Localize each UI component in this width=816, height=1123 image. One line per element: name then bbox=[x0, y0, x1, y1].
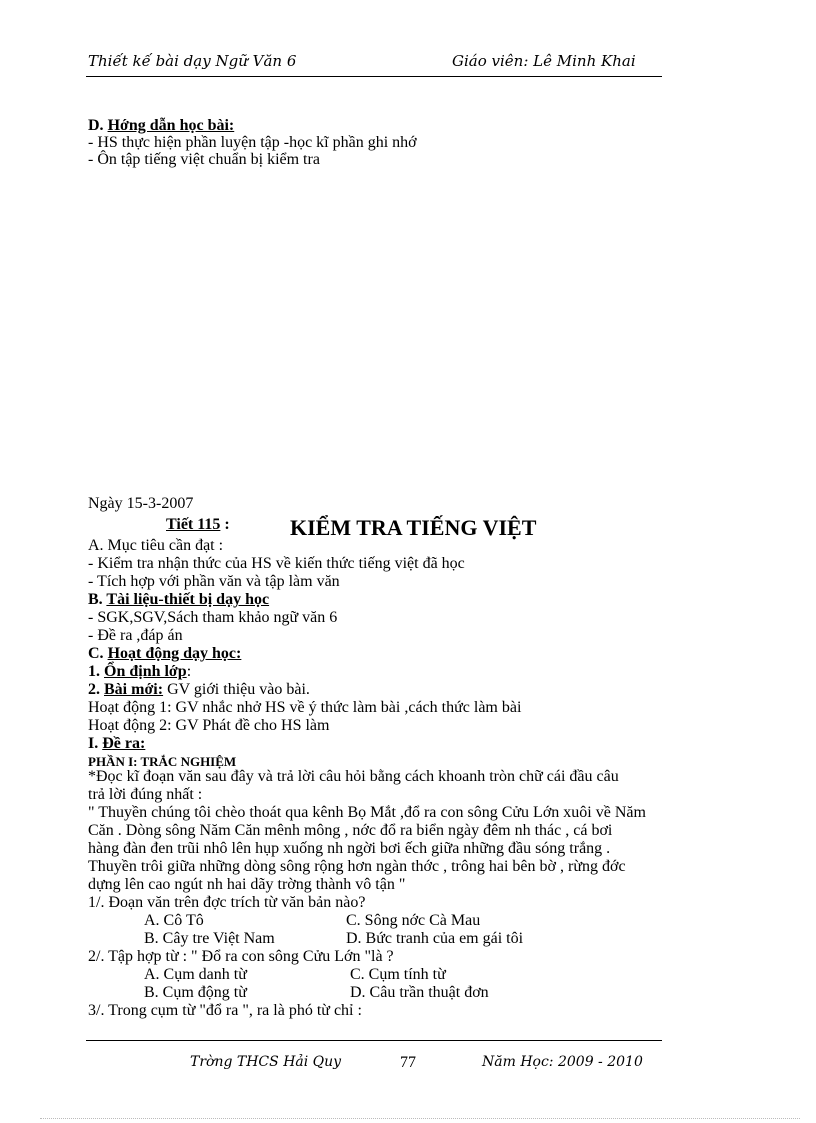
lesson-period: Tiết 115 : bbox=[166, 516, 230, 533]
q1-option-a: A. Cô Tô bbox=[144, 912, 204, 929]
question-3: 3/. Trong cụm từ "đổ ra ", ra là phó từ chỉ : bbox=[88, 1002, 362, 1019]
footer-year: Năm Học: 2009 - 2010 bbox=[482, 1054, 643, 1070]
exam-heading: I. Đề ra: bbox=[88, 735, 146, 752]
section-d-heading: D. Hớng dẫn học bài: bbox=[88, 117, 235, 134]
header-right: Giáo viên: Lê Minh Khai bbox=[452, 52, 636, 70]
q2-option-d: D. Câu trần thuật đơn bbox=[350, 984, 489, 1001]
material-item: - SGK,SGV,Sách tham khảo ngữ văn 6 bbox=[88, 609, 338, 626]
activity-line: Hoạt động 2: GV Phát đề cho HS làm bbox=[88, 717, 330, 734]
passage-line: hàng đàn đen trũi nhô lên hụp xuống nh ngời bơi ếch giữa những đầu sóng trắng . bbox=[88, 840, 611, 857]
section-d-line: - HS thực hiện phần luyện tập -học kĩ phần ghi nhớ bbox=[88, 134, 417, 151]
lesson-title: KIỂM TRA TIẾNG VIỆT bbox=[290, 515, 537, 540]
objective-item: - Kiểm tra nhận thức của HS về kiến thức tiếng việt đã học bbox=[88, 555, 465, 572]
q2-option-b: B. Cụm động từ bbox=[144, 984, 247, 1001]
passage-line: " Thuyền chúng tôi chèo thoát qua kênh Bọ Mắt ,đổ ra con sông Cửu Lớn xuôi về Năm bbox=[88, 804, 646, 821]
activities-heading: C. Hoạt động dạy học: bbox=[88, 645, 242, 662]
instruction-line: trả lời đúng nhất : bbox=[88, 786, 203, 803]
q1-option-b: B. Cây tre Việt Nam bbox=[144, 930, 275, 947]
page-edge-divider bbox=[40, 1118, 800, 1119]
footer-page-number: 77 bbox=[400, 1054, 416, 1071]
objectives-heading: A. Mục tiêu cần đạt : bbox=[88, 537, 224, 554]
step-1: 1. Ổn định lớp: bbox=[88, 663, 192, 680]
footer-school: Trờng THCS Hải Quy bbox=[190, 1054, 342, 1070]
footer-rule bbox=[86, 1040, 662, 1041]
passage-line: Căn . Dòng sông Năm Căn mênh mông , nớc đổ ra biển ngày đêm nh thác , cá bơi bbox=[88, 822, 613, 839]
header-rule bbox=[86, 76, 662, 77]
activity-line: Hoạt động 1: GV nhắc nhở HS về ý thức làm bài ,cách thức làm bài bbox=[88, 699, 522, 716]
q1-option-d: D. Bức tranh của em gái tôi bbox=[346, 930, 524, 947]
header-left: Thiết kế bài dạy Ngữ Văn 6 bbox=[88, 52, 297, 70]
materials-heading: B. Tài liệu-thiết bị dạy học bbox=[88, 591, 270, 608]
lesson-date: Ngày 15-3-2007 bbox=[88, 495, 194, 512]
part-heading: PHẦN I: TRẮC NGHIỆM bbox=[88, 754, 237, 769]
passage-line: dựng lên cao ngút nh hai dãy trờng thành vô tận " bbox=[88, 876, 406, 893]
q1-option-c: C. Sông nớc Cà Mau bbox=[346, 912, 481, 929]
instruction-line: *Đọc kĩ đoạn văn sau đây và trả lời câu hỏi bằng cách khoanh tròn chữ cái đầu câu bbox=[88, 768, 619, 785]
question-2: 2/. Tập hợp từ : " Đổ ra con sông Cửu Lớn "là ? bbox=[88, 948, 394, 965]
section-d-line: - Ôn tập tiếng việt chuẩn bị kiểm tra bbox=[88, 151, 320, 168]
q2-option-a: A. Cụm danh từ bbox=[144, 966, 247, 983]
passage-line: Thuyền trôi giữa những dòng sông rộng hơn ngàn thớc , trông hai bên bờ , rừng đớc bbox=[88, 858, 626, 875]
objective-item: - Tích hợp với phần văn và tập làm văn bbox=[88, 573, 340, 590]
q2-option-c: C. Cụm tính từ bbox=[350, 966, 446, 983]
material-item: - Đề ra ,đáp án bbox=[88, 627, 183, 644]
step-2: 2. Bài mới: GV giới thiệu vào bài. bbox=[88, 681, 310, 698]
question-1: 1/. Đoạn văn trên đợc trích từ văn bản nào? bbox=[88, 894, 366, 911]
